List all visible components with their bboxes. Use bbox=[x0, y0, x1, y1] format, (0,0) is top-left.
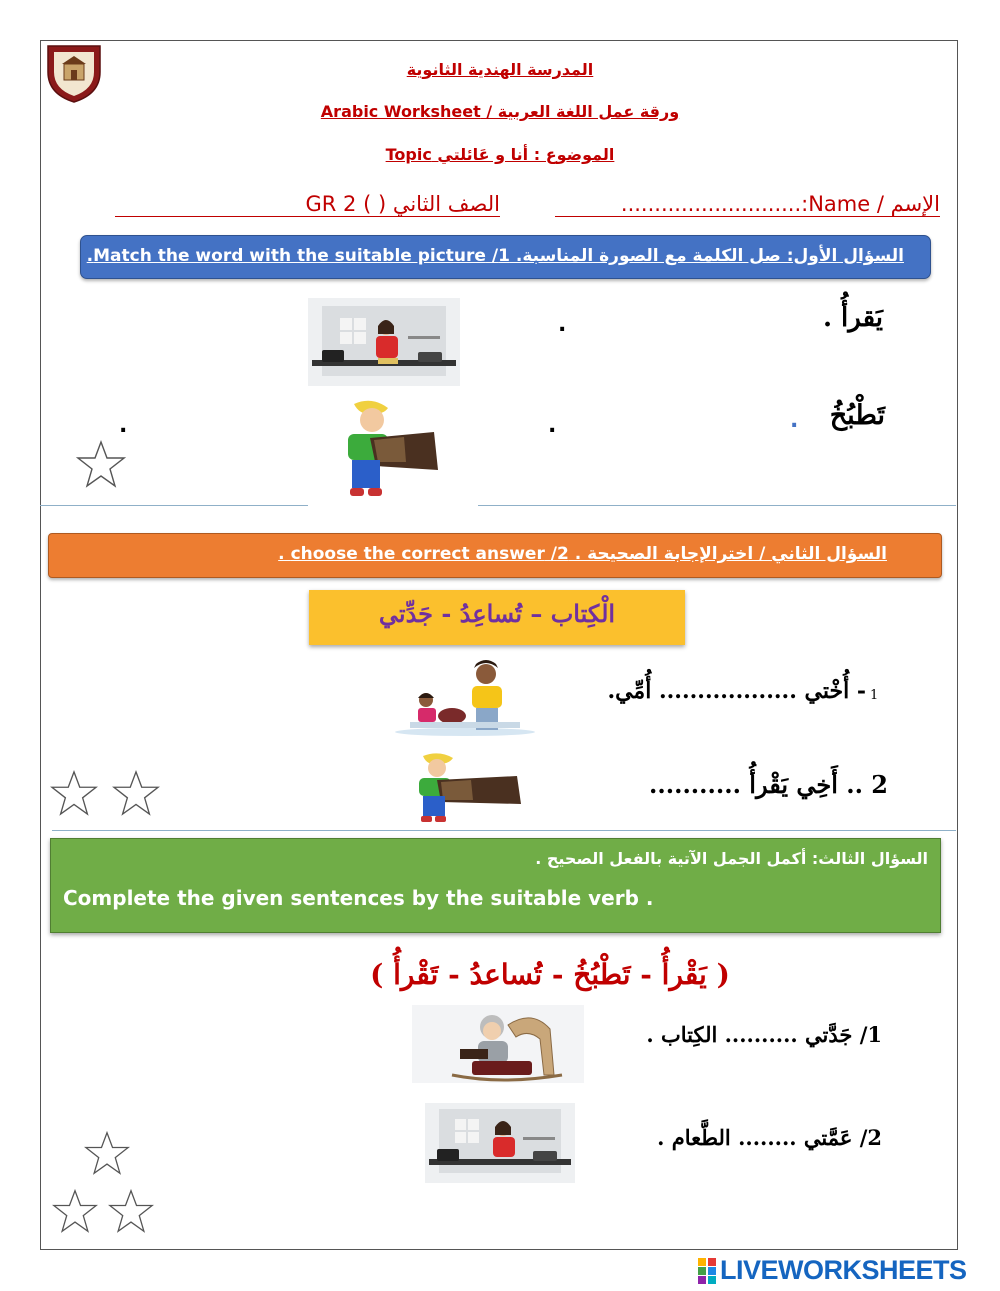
section-divider bbox=[52, 830, 956, 831]
q2-sentence2[interactable]: 2 .. أَخِي يَقْرأُ ........... bbox=[649, 770, 888, 799]
q3-star-icon bbox=[108, 1188, 154, 1234]
q1-word-yaqra[interactable]: يَقرأُ . bbox=[822, 303, 883, 333]
name-field[interactable]: الإسم / Name:........................... bbox=[555, 192, 940, 217]
q2-star-icon bbox=[50, 770, 98, 816]
q1-picture-boy-reading[interactable] bbox=[330, 400, 460, 500]
q3-banner-arabic: السؤال الثالث: أكمل الجمل الآتية بالفعل الصحيح . bbox=[535, 849, 928, 868]
q1-match-dot-2[interactable]: . bbox=[548, 413, 557, 438]
school-name: المدرسة الهندية الثانوية bbox=[406, 60, 594, 79]
q2-banner-text: السؤال الثاني / اخترالإجابة الصحيحة . 2/ choose the correct answer . bbox=[278, 544, 887, 564]
q1-word-tatbukh[interactable]: تَطْبُخُ bbox=[829, 400, 885, 431]
q3-star-icon bbox=[52, 1188, 98, 1234]
q3-banner-english: Complete the given sentences by the suitable verb . bbox=[63, 886, 654, 910]
q3-star-icon bbox=[84, 1130, 130, 1176]
q3-sentence2[interactable]: 2/ عَمَّتي ........ الطَّعام . bbox=[657, 1125, 882, 1150]
q1-banner-text: السؤال الأول: صل الكلمة مع الصورة المناسبة. 1/ Match the word with the suitable picture. bbox=[86, 246, 904, 266]
q1-match-dot[interactable]: . bbox=[558, 312, 567, 337]
q3-picture-cooking[interactable] bbox=[425, 1103, 575, 1183]
section-divider bbox=[478, 505, 956, 506]
q1-picture-cooking[interactable] bbox=[308, 298, 460, 386]
q2-banner bbox=[48, 533, 942, 578]
q2-word-bank-text: الْكِتاب – تُساعِدُ - جَدِّتي bbox=[378, 599, 616, 628]
q2-sentence1-number: 1 bbox=[870, 688, 879, 703]
q1-blue-dot[interactable]: . bbox=[790, 408, 799, 433]
liveworksheets-brand[interactable]: LIVEWORKSHEETS bbox=[720, 1255, 967, 1285]
q3-picture-grandmother[interactable] bbox=[412, 1005, 584, 1083]
q2-sentence1[interactable]: - أُخْتي .................. أُمِّي. bbox=[607, 678, 866, 704]
q3-banner bbox=[50, 838, 941, 933]
topic-line: الموضوع : أنا و عَائلتي Topic bbox=[385, 145, 615, 164]
q1-match-dot-3[interactable]: . bbox=[119, 413, 128, 438]
q3-sentence1[interactable]: 1/ جَدَّتي .......... الكِتاب . bbox=[646, 1022, 882, 1047]
worksheet-title: ورقة عمل اللغة العربية / Arabic Worksheet bbox=[320, 102, 680, 121]
liveworksheets-logo-icon bbox=[698, 1258, 716, 1284]
q2-word-bank bbox=[309, 590, 685, 645]
q2-picture-boy-reading[interactable] bbox=[405, 752, 535, 824]
q3-verb-bank: ( يَقْرأُ - تَطْبُخُ - تُساعدُ - تَقْرأُ ) bbox=[370, 958, 730, 991]
q2-star-icon bbox=[112, 770, 160, 816]
grade-field[interactable]: الصف الثاني ( ) GR 2 bbox=[115, 192, 500, 217]
school-logo bbox=[44, 42, 104, 104]
q1-banner bbox=[80, 235, 931, 279]
q1-star-icon bbox=[76, 440, 126, 488]
section-divider bbox=[40, 505, 308, 506]
q2-picture-helping[interactable] bbox=[390, 658, 540, 736]
